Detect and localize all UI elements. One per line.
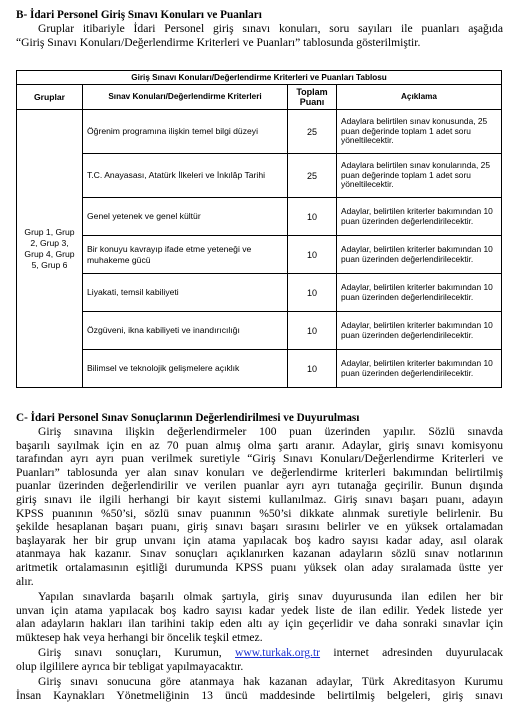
paragraph-line: unvan için atama yapılacak boş kadro sayısı kadar yedek liste de ilan edilir. Yedek listede yer	[16, 603, 503, 617]
paragraph-line: puanlar üzerinden değerlendirilir ve verilen puanlar ayrı ayrı tutanağa geçirilir. Bunun dışında	[16, 479, 503, 493]
points-cell: 10	[288, 274, 337, 312]
column-header-notes: Açıklama	[337, 85, 502, 110]
column-header-groups: Gruplar	[17, 85, 83, 110]
table-row	[17, 312, 502, 350]
points-cell: 25	[288, 110, 337, 154]
paragraph-line: olup ilgililere ayrıca bir tebligat yapılmayacaktır.	[16, 659, 244, 673]
points-cell: 10	[288, 312, 337, 350]
paragraph-line: tarafından ayrı ayrı puan verilmek suretiyle “Giriş Sınavı Konuları/Değerlendirme Kriterleri ve	[16, 452, 503, 466]
table-row	[17, 274, 502, 312]
section-c-paragraph-1	[16, 425, 503, 588]
topic-cell: Bir konuyu kavrayıp ifade etme yeteneği ve muhakeme gücü	[83, 236, 288, 274]
table-row	[17, 350, 502, 388]
section-b-intro	[16, 22, 503, 49]
note-cell: Adaylar, belirtilen kriterler bakımından 10 puan üzerinden değerlendirilecektir.	[337, 350, 502, 388]
turkak-website-link[interactable]: www.turkak.org.tr	[235, 646, 321, 659]
table-row	[17, 198, 502, 236]
topic-cell: Öğrenim programına ilişkin temel bilgi düzeyi	[83, 110, 288, 154]
topic-cell: Liyakati, temsil kabiliyeti	[83, 274, 288, 312]
note-cell: Adaylar, belirtilen kriterler bakımından 10 puan üzerinden değerlendirilecektir.	[337, 274, 502, 312]
topic-cell: Genel yetenek ve genel kültür	[83, 198, 288, 236]
paragraph-line: atanmaya hak kazanır. Sınav sonuçları açıklanırken kazanan adayların sözlü sınav notlarının	[16, 547, 503, 561]
table-row	[17, 236, 502, 274]
paragraph-line: şekilde hesaplanan başarı puanı, giriş sınavı başarı sırasını belirler ve en yüksek ortalamadan	[16, 520, 503, 534]
section-c-paragraph-3	[16, 646, 503, 673]
exam-topics-table	[16, 70, 502, 388]
note-cell: Adaylar, belirtilen kriterler bakımından 10 puan üzerinden değerlendirilecektir.	[337, 312, 502, 350]
column-header-points: Toplam Puanı	[288, 85, 337, 110]
topic-cell: T.C. Anayasası, Atatürk İlkeleri ve İnkılâp Tarihi	[83, 154, 288, 198]
column-header-topics: Sınav Konuları/Değerlendirme Kriterleri	[83, 85, 288, 110]
paragraph-line: giriş sınavı ile ilgili herhangi bir kayıt sistemi kullanılmaz. Giriş sınavı başarı puanı, adayın	[16, 492, 503, 506]
paragraph-line: alır.	[16, 574, 34, 588]
table-row	[17, 110, 502, 154]
note-cell: Adaylar, belirtilen kriterler bakımından 10 puan üzerinden değerlendirilecektir.	[337, 236, 502, 274]
note-cell: Adaylara belirtilen sınav konusunda, 25 puan değerinde toplam 1 adet soru yöneltilecektir.	[337, 110, 502, 154]
section-c-paragraph-2	[16, 590, 503, 644]
paragraph-line: alan adayların hakları ilan tarihini takip eden altı ay için geçerlidir ve daha sonraki sınavlar için	[16, 617, 503, 631]
paragraph-line: Puanları” tablosunda yer alan sınav konuları ve değerlendirme kriterleri bakımından belirtilmiş	[16, 465, 503, 479]
section-b-heading: B- İdari Personel Giriş Sınavı Konuları ve Puanları	[16, 9, 262, 21]
topic-cell: Bilimsel ve teknolojik gelişmelere açıklık	[83, 350, 288, 388]
points-cell: 25	[288, 154, 337, 198]
announcement-text-end: internet adresinden duyurulacak	[333, 646, 504, 659]
announcement-text-start: Giriş sınavı sonuçları, Kurumun,	[38, 646, 222, 659]
intro-line: Gruplar itibariyle İdari Personel giriş sınavı konuları, soru sayıları ile puanları aşağıda	[38, 22, 503, 35]
paragraph-line: müktesep hak veya herhangi bir öncelik teşkil etmez.	[16, 630, 263, 644]
intro-line: “Giriş Sınavı Konuları/Değerlendirme Kriterleri ve Puanları” tablosunda gösterilmiştir.	[16, 35, 421, 49]
paragraph-line: Giriş sınavı sonucuna göre atanmaya hak kazanan adaylar, Türk Akreditasyon Kurumu	[38, 675, 503, 688]
note-cell: Adaylar, belirtilen kriterler bakımından 10 puan üzerinden değerlendirilecektir.	[337, 198, 502, 236]
section-c-heading: C- İdari Personel Sınav Sonuçlarının Değerlendirilmesi ve Duyurulması	[16, 412, 360, 424]
paragraph-line: başarılı sayılmak için en az 70 puan almış olma şartı aranır. Adaylar, giriş sınavı komisyonu	[16, 438, 503, 452]
note-cell: Adaylara belirtilen sınav konularında, 25 puan değerinde toplam 1 adet soru yöneltilecektir.	[337, 154, 502, 198]
paragraph-line: başlayarak her bir grup unvanı için atama yapılacak boş kadro sayısı kadar aday, asıl olarak	[16, 533, 503, 547]
paragraph-line: İnsan Kaynakları Yönetmeliğinin 13 üncü maddesinde belirtilmiş belgeleri, giriş sınavı	[16, 688, 503, 702]
section-c-paragraph-4	[16, 675, 503, 702]
paragraph-line: KPSS puanının %50’si, sözlü sınav puanının %50’si dikkate alınmak suretiyle belirlenir. Bu	[16, 506, 503, 520]
group-cell: Grup 1, Grup 2, Grup 3, Grup 4, Grup 5, Grup 6	[17, 110, 83, 388]
table-title: Giriş Sınavı Konuları/Değerlendirme Kriterleri ve Puanları Tablosu	[17, 71, 502, 85]
points-cell: 10	[288, 198, 337, 236]
points-cell: 10	[288, 236, 337, 274]
points-cell: 10	[288, 350, 337, 388]
paragraph-line: aritmetik ortalamasının eşitliği durumunda KPSS puanı yüksek olan aday sıralamada üstte yer	[16, 560, 503, 574]
paragraph-line: Giriş sınavına ilişkin değerlendirmeler 100 puan üzerinden yapılır. Sözlü sınavda	[38, 425, 503, 438]
table-row	[17, 154, 502, 198]
topic-cell: Özgüveni, ikna kabiliyeti ve inandırıcılığı	[83, 312, 288, 350]
paragraph-line	[16, 646, 503, 660]
paragraph-line: Yapılan sınavlarda başarılı olmak şartıyla, giriş sınav duyurusunda ilan edilen her bir	[38, 590, 503, 603]
